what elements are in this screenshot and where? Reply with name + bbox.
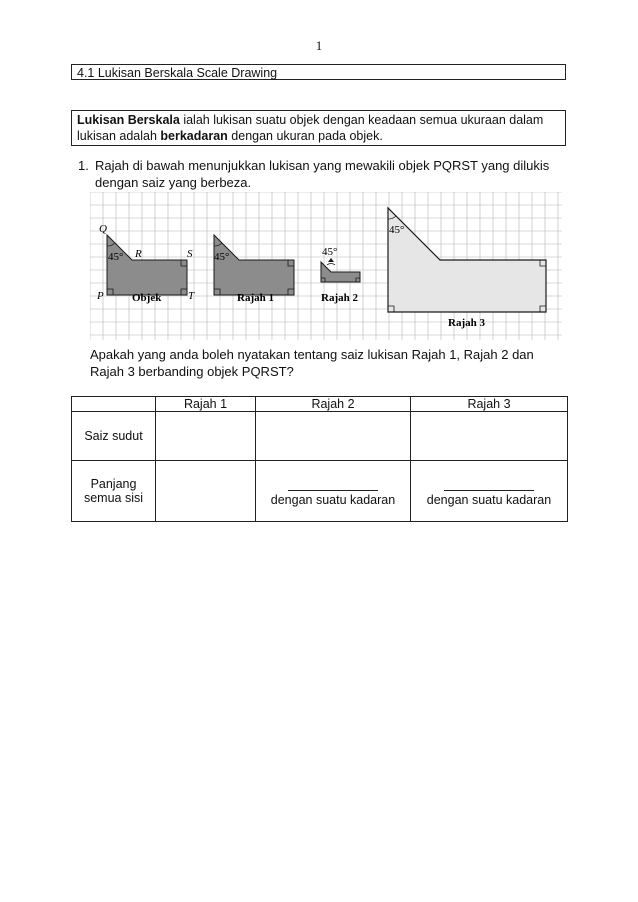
ratio-text-r3: dengan suatu kadaran (426, 492, 552, 507)
section-title: 4.1 Lukisan Berskala Scale Drawing (71, 64, 566, 80)
caption-objek: Objek (132, 292, 162, 304)
answer-cell-sides-r2[interactable] (256, 461, 411, 522)
label-t: T (188, 290, 195, 302)
page-number: 1 (315, 38, 323, 53)
answer-blank-r3[interactable] (444, 476, 534, 491)
question-number: 1. (78, 158, 89, 173)
answer-cell-sides-r1[interactable] (156, 461, 256, 522)
definition-box (71, 110, 566, 146)
caption-rajah-1: Rajah 1 (237, 292, 274, 304)
question-1 (78, 157, 558, 191)
angle-label-rajah-2: 45° (322, 246, 338, 258)
row-label-sides-line2: semua sisi (83, 491, 144, 505)
question-text: Rajah di bawah menunjukkan lukisan yang mewakili objek PQRST yang dilukis dengan saiz yang berbeza. (95, 158, 550, 190)
definition-term: Lukisan Berskala (77, 113, 180, 127)
size-question: Apakah yang anda boleh nyatakan tentang saiz lukisan Rajah 1, Rajah 2 dan Rajah 3 berbanding objek PQRST? (90, 347, 534, 379)
angle-label-objek: 45° (108, 251, 124, 263)
answer-cell-sides-r3[interactable] (411, 461, 568, 522)
row-label-sides (72, 461, 156, 522)
label-s: S (187, 248, 193, 260)
table-header-row (72, 397, 568, 412)
label-q: Q (99, 223, 107, 235)
row-label-angle: Saiz sudut (72, 412, 156, 461)
header-rajah-2: Rajah 2 (256, 397, 411, 412)
header-rajah-3: Rajah 3 (411, 397, 568, 412)
label-p: P (97, 290, 104, 302)
angle-label-rajah-1: 45° (214, 251, 230, 263)
definition-text-1: ialah lukisan suatu objek dengan keadaan semua ukuraan dalam lukisan adalah (77, 113, 544, 143)
angle-label-rajah-3: 45° (389, 224, 405, 236)
grid-diagram (90, 192, 562, 340)
row-label-sides-line1: Panjang (90, 477, 137, 491)
ratio-text-r2: dengan suatu kadaran (270, 492, 396, 507)
answer-blank-r2[interactable] (288, 476, 378, 491)
caption-rajah-2: Rajah 2 (321, 292, 358, 304)
answer-cell-angle-r3[interactable] (411, 412, 568, 461)
definition-emphasis: berkadaran (160, 129, 228, 143)
table-row (72, 412, 568, 461)
header-rajah-1: Rajah 1 (156, 397, 256, 412)
label-r: R (135, 248, 142, 260)
answer-table (71, 396, 568, 522)
answer-cell-angle-r2[interactable] (256, 412, 411, 461)
answer-cell-angle-r1[interactable] (156, 412, 256, 461)
caption-rajah-3: Rajah 3 (448, 317, 485, 329)
definition-text-2: dengan ukuran pada objek. (227, 129, 383, 143)
header-blank (72, 397, 156, 412)
scale-drawing-figure (90, 192, 562, 340)
table-row (72, 461, 568, 522)
